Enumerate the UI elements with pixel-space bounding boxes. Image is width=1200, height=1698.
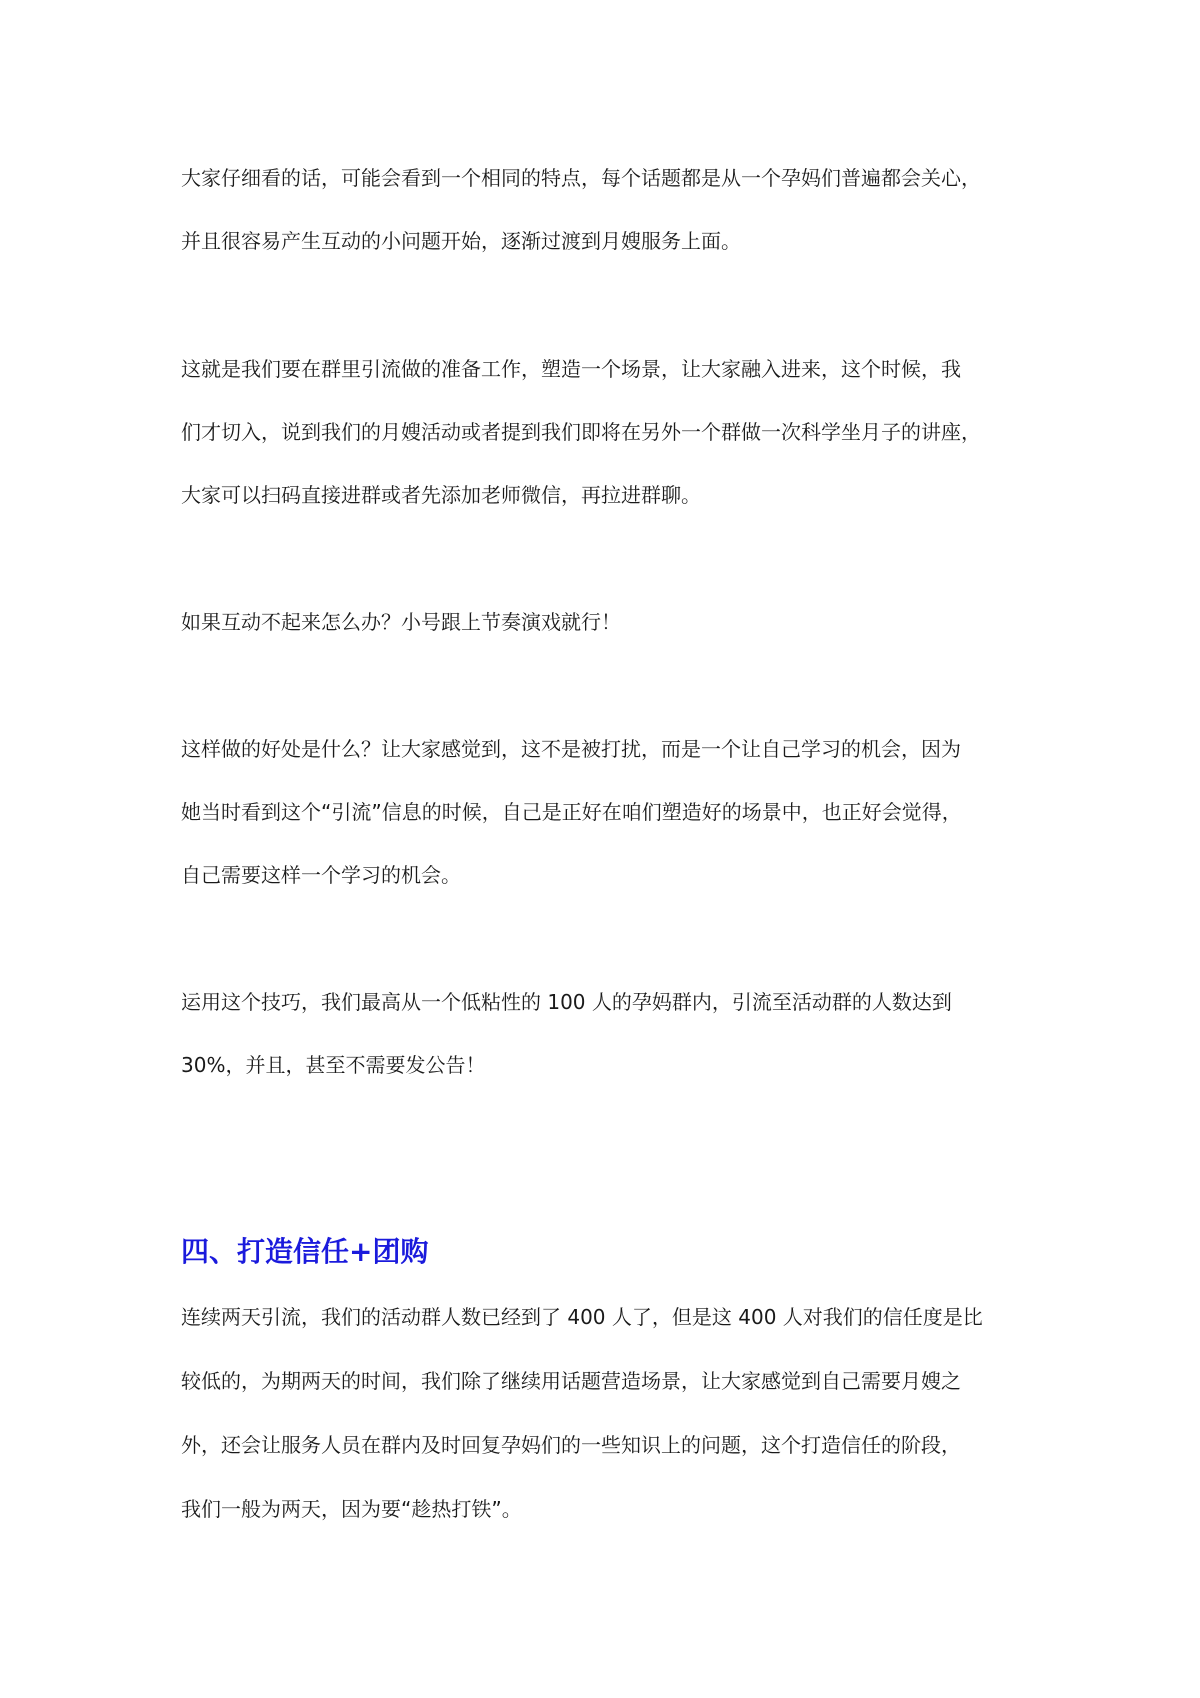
paragraph-5-line-1: 运用这个技巧，我们最高从一个低粘性的 100 人的孕妈群内，引流至活动群的人数达到 — [181, 990, 952, 1014]
section-paragraph-line-3: 外，还会让服务人员在群内及时回复孕妈们的一些知识上的问题，这个打造信任的阶段， — [181, 1433, 961, 1457]
paragraph-1-line-1: 大家仔细看的话，可能会看到一个相同的特点，每个话题都是从一个孕妈们普遍都会关心， — [181, 166, 981, 190]
section-paragraph-line-4: 我们一般为两天，因为要“趁热打铁”。 — [181, 1497, 522, 1521]
paragraph-2-line-1: 这就是我们要在群里引流做的准备工作，塑造一个场景，让大家融入进来，这个时候，我 — [181, 357, 961, 381]
paragraph-1-line-2: 并且很容易产生互动的小问题开始，逐渐过渡到月嫂服务上面。 — [181, 229, 741, 253]
paragraph-4-line-2: 她当时看到这个“引流”信息的时候，自己是正好在咱们塑造好的场景中，也正好会觉得， — [181, 800, 962, 824]
section-heading: 四、打造信任+团购 — [181, 1235, 429, 1268]
paragraph-5-line-2: 30%，并且，甚至不需要发公告！ — [181, 1053, 486, 1077]
paragraph-4-line-1: 这样做的好处是什么？让大家感觉到，这不是被打扰，而是一个让自己学习的机会，因为 — [181, 737, 961, 761]
paragraph-2-line-2: 们才切入，说到我们的月嫂活动或者提到我们即将在另外一个群做一次科学坐月子的讲座， — [181, 420, 981, 444]
section-paragraph-line-1: 连续两天引流，我们的活动群人数已经到了 400 人了，但是这 400 人对我们的信任度是比 — [181, 1305, 983, 1329]
paragraph-4-line-3: 自己需要这样一个学习的机会。 — [181, 863, 461, 887]
paragraph-2-line-3: 大家可以扫码直接进群或者先添加老师微信，再拉进群聊。 — [181, 483, 701, 507]
section-paragraph-line-2: 较低的，为期两天的时间，我们除了继续用话题营造场景，让大家感觉到自己需要月嫂之 — [181, 1369, 961, 1393]
paragraph-3-line-1: 如果互动不起来怎么办？小号跟上节奏演戏就行！ — [181, 610, 621, 634]
